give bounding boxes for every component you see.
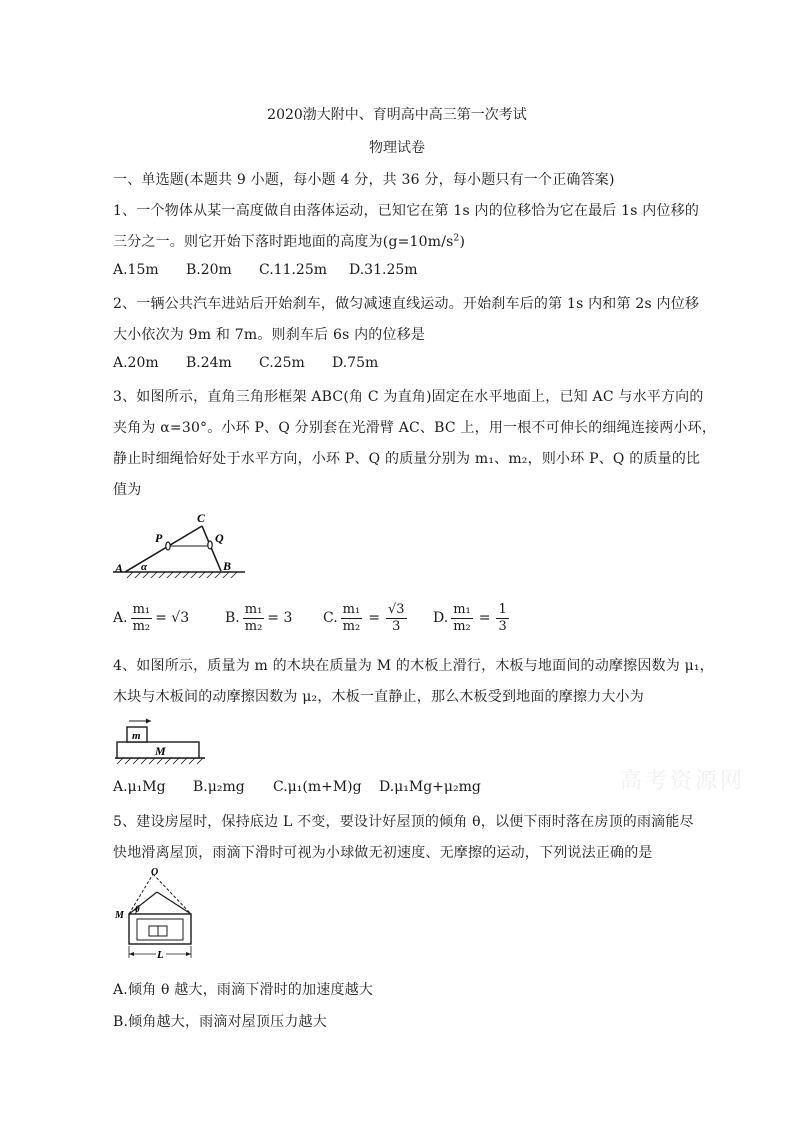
q3-option-c-letter: C.: [323, 610, 338, 626]
q3-option-b-den: m₂: [244, 618, 263, 634]
q3-option-b: [225, 595, 292, 641]
q1-line2: [113, 231, 465, 251]
q4-options: [113, 779, 481, 795]
q1-option-b: B.20m: [186, 262, 232, 278]
watermark-text: 高考资源网: [620, 769, 746, 794]
q3-option-a-num: m₁: [132, 601, 151, 617]
q4-label-big-m: M: [155, 744, 166, 758]
q3-triangle-figure: [113, 508, 253, 580]
q1-line2-text: 三分之一。则它开始下落时距地面的高度为(g=10m/s: [113, 234, 454, 250]
q5-roof-left: [129, 892, 157, 914]
q3-option-c-num: m₁: [342, 601, 361, 617]
q3-option-a-den: m₂: [132, 618, 151, 634]
q4-option-c: C.μ₁(m+M)g: [273, 779, 362, 795]
q3-option-c-rhs-fraction: [386, 602, 407, 635]
q3-line1: 3、如图所示，直角三角形框架 ABC(角 C 为直角)固定在水平地面上，已知 AC 与水平方向的: [113, 389, 704, 405]
q2-line1: 2、一辆公共汽车进站后开始刹车，做匀减速直线运动。开始刹车后的第 1s 内和第 2s 内位移: [113, 296, 700, 312]
q5-label-o: O: [151, 868, 159, 878]
q1-option-d: D.31.25m: [349, 262, 418, 278]
q3-option-d-fraction: [451, 602, 473, 635]
q2-options: [113, 355, 378, 371]
q3-arm-ac: [125, 526, 202, 572]
q5-roof-left-steep: [129, 874, 153, 914]
q5-dim-arrow-right: [186, 952, 191, 956]
q3-line2: 夹角为 α=30°。小环 P、Q 分别套在光滑臂 AC、BC 上，用一根不可伸长的细绳连接两小环，: [113, 420, 717, 436]
exam-title: 2020渤大附中、育明高中高三第一次考试: [267, 107, 527, 123]
q3-option-a-rhs: = √3: [155, 610, 190, 626]
q3-option-d-rhs-fraction: [496, 602, 508, 635]
q5-dim-arrow-left: [129, 952, 134, 956]
q1-line1: 1、一个物体从某一高度做自由落体运动，已知它在第 1s 内的位移恰为它在最后 1s 内位移的: [113, 203, 700, 219]
q3-option-b-num: m₁: [244, 601, 263, 617]
q3-option-c-rhs-num: √3: [387, 601, 405, 617]
q3-option-d-letter: D.: [433, 610, 449, 626]
q5-house-figure: [113, 868, 203, 966]
q1-option-c: C.11.25m: [259, 262, 328, 278]
q3-label-alpha: α: [141, 561, 148, 573]
q4-arrow-head: [146, 719, 151, 724]
q5-label-theta: θ: [135, 904, 140, 914]
q3-line3: 静止时细绳恰好处于水平方向，小环 P、Q 的质量分别为 m₁、m₂，则小环 P、Q 的质量的比: [113, 451, 701, 467]
q3-option-c-den: m₂: [342, 618, 361, 634]
q4-option-d: D.μ₁Mg+μ₂mg: [379, 779, 481, 795]
q3-line4: 值为: [113, 482, 142, 498]
q4-line2: 木块与木板间的动摩擦因数为 μ₂，木板一直静止，那么木板受到地面的摩擦力大小为: [113, 689, 644, 705]
q3-option-d-rhs-den: 3: [498, 618, 507, 634]
q3-option-c-rhs-den: 3: [392, 618, 401, 634]
q3-option-b-letter: B.: [225, 610, 240, 626]
q3-ring-p: [166, 542, 170, 550]
q3-label-b: B: [223, 559, 232, 573]
q3-option-a: [113, 595, 189, 641]
q3-label-c: C: [197, 511, 206, 525]
q5-label-m: M: [115, 910, 124, 921]
q5-label-l: L: [157, 949, 164, 961]
q1-options: [113, 262, 418, 278]
q1-option-a: A.15m: [113, 262, 159, 278]
q3-option-d-num: m₁: [453, 601, 471, 617]
section-heading: 一、单选题(本题共 9 小题，每小题 4 分，共 36 分，每小题只有一个正确答案): [113, 172, 615, 188]
q2-line2: 大小依次为 9m 和 7m。则刹车后 6s 内的位移是: [113, 327, 426, 343]
q3-option-d-rhs-num: 1: [498, 601, 507, 617]
q5-line1: 5、建设房屋时，保持底边 L 不变，要设计好屋顶的倾角 θ，以便下雨时落在房顶的雨滴能尽: [113, 814, 694, 830]
q3-option-c: C. $\frac{\text{m₁}}{\text{m₂}}$ = $\frac{√3}{3}$: [323, 601, 405, 634]
q4-option-b: B.μ₂mg: [193, 779, 245, 795]
q3-option-d: D. $\frac{\text{m₁}}{\text{m₂}}$ = $\frac{1}{3}$: [433, 601, 507, 634]
q3-option-a-letter: A.: [113, 610, 128, 626]
q5-roof-right: [157, 892, 191, 914]
q4-ground-hatch: [117, 758, 203, 764]
q5-option-a: A.倾角 θ 越大，雨滴下滑时的加速度越大: [113, 982, 374, 998]
q3-label-q: Q: [215, 531, 224, 545]
q3-option-b-fraction: [243, 602, 265, 635]
q3-options: [113, 595, 533, 645]
q2-option-b: B.24m: [186, 355, 232, 371]
q3-ring-q: [208, 541, 212, 549]
q3-label-p: P: [155, 531, 163, 545]
q2-option-c: C.25m: [259, 355, 305, 371]
exam-subtitle: 物理试卷: [369, 140, 425, 156]
q1-line2-sup: 2: [453, 233, 460, 244]
q4-line1: 4、如图所示，质量为 m 的木块在质量为 M 的木板上滑行，木板与地面间的动摩擦因数为 μ₁，: [113, 658, 714, 674]
q4-label-m: m: [132, 730, 141, 742]
q2-option-d: D.75m: [332, 355, 379, 371]
q4-block-figure: [113, 716, 208, 766]
q3-label-a: A: [115, 561, 124, 575]
q3-option-c-fraction: [341, 602, 363, 635]
q5-line2: 快地滑离屋顶，雨滴下滑时可视为小球做无初速度、无摩擦的运动，下列说法正确的是: [113, 845, 653, 861]
q1-line2-end: ): [459, 234, 466, 250]
q4-option-a: A.μ₁Mg: [113, 779, 166, 795]
q5-option-b: B.倾角越大，雨滴对屋顶压力越大: [113, 1014, 327, 1030]
q3-option-a-fraction: [131, 602, 153, 635]
q5-roof-right-steep: [153, 874, 191, 914]
q3-option-d-den: m₂: [453, 618, 471, 634]
q3-option-b-rhs: = 3: [267, 610, 293, 626]
q2-option-a: A.20m: [113, 355, 159, 371]
